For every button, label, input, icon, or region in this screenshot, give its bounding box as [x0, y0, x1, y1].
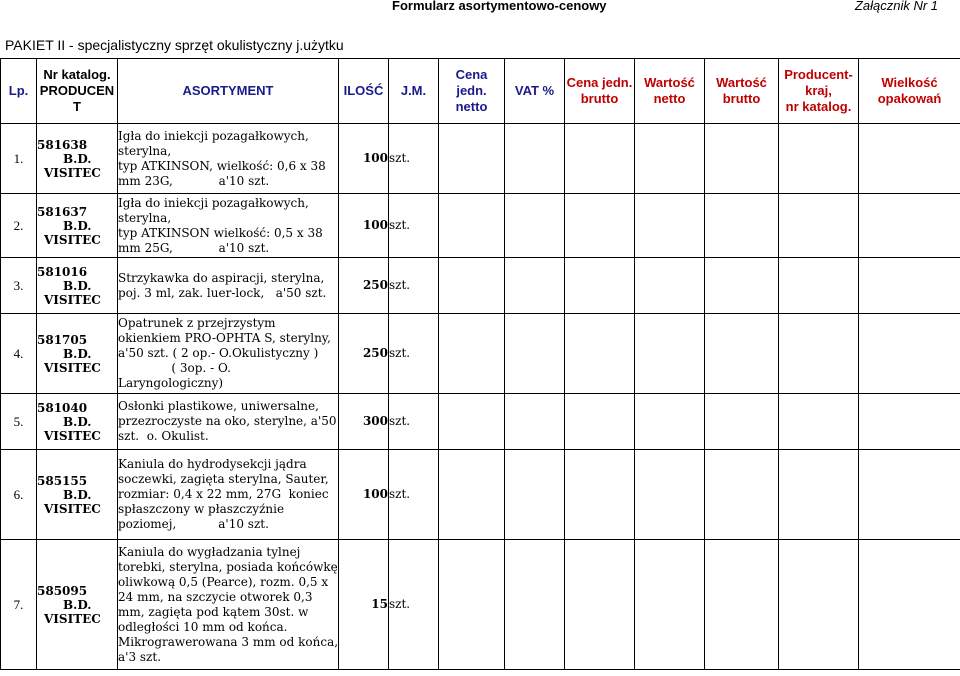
quantity-cell: 100	[339, 124, 389, 194]
unit-cell: szt.	[389, 258, 439, 314]
header-package-size	[859, 59, 960, 124]
producer-cell[interactable]	[779, 450, 859, 540]
assortment-description	[118, 258, 339, 314]
form-title: Formularz asortymentowo-cenowy	[392, 0, 607, 13]
header-gross-value-line: Wartość	[716, 75, 767, 90]
net-value-cell[interactable]	[635, 540, 705, 670]
table-row	[1, 124, 960, 194]
vat-cell[interactable]	[505, 124, 565, 194]
catalog-code-cell	[37, 394, 118, 450]
quantity-cell: 15	[339, 540, 389, 670]
package-title: PAKIET II - specjalistyczny sprzęt okulistyczny j.użytku	[5, 37, 344, 53]
row-number: 4.	[1, 314, 37, 394]
net-price-cell[interactable]	[439, 450, 505, 540]
header-catalog-line: PRODUCEN	[39, 83, 115, 98]
package-size-cell[interactable]	[859, 540, 960, 670]
description-line: odległości 10 mm od końca.	[118, 619, 288, 634]
header-unit: J.M.	[389, 59, 439, 124]
net-value-cell[interactable]	[635, 124, 705, 194]
header-vat: VAT %	[505, 59, 565, 124]
catalog-code-line: VISITEC	[44, 360, 101, 375]
vat-cell[interactable]	[505, 450, 565, 540]
description-line: oliwkową 0,5 (Pearce), rozm. 0,5 x	[118, 574, 329, 589]
table-row	[1, 194, 960, 258]
catalog-code-line: B.D.	[63, 151, 92, 166]
description-line: Igła do iniekcji pozagałkowych,	[118, 195, 309, 210]
description-line: Mikrograwerowana 3 mm od końca,	[118, 634, 339, 649]
net-value-cell[interactable]	[635, 314, 705, 394]
net-price-cell[interactable]	[439, 314, 505, 394]
description-line: poj. 3 ml, zak. luer-lock, a'50 szt.	[118, 285, 327, 300]
header-gross-price-line: brutto	[580, 91, 619, 106]
producer-cell[interactable]	[779, 194, 859, 258]
description-line: typ ATKINSON wielkość: 0,5 x 38	[118, 225, 323, 240]
vat-cell[interactable]	[505, 314, 565, 394]
header-net-price-line: netto	[455, 99, 488, 114]
producer-cell[interactable]	[779, 314, 859, 394]
description-line: mm 25G, a'10 szt.	[118, 240, 270, 255]
gross-price-cell[interactable]	[565, 194, 635, 258]
header-assortment: ASORTYMENT	[118, 59, 339, 124]
net-value-cell[interactable]	[635, 394, 705, 450]
assortment-description	[118, 124, 339, 194]
header-catalog-line: T	[73, 99, 81, 114]
quantity-cell: 300	[339, 394, 389, 450]
header-producer	[779, 59, 859, 124]
producer-cell[interactable]	[779, 394, 859, 450]
description-line: Strzykawka do aspiracji, sterylna,	[118, 270, 325, 285]
unit-cell: szt.	[389, 394, 439, 450]
table-row	[1, 540, 960, 670]
assortment-description	[118, 314, 339, 394]
producer-cell[interactable]	[779, 540, 859, 670]
description-line: poziomej, a'10 szt.	[118, 517, 269, 531]
catalog-code-line: B.D.	[63, 278, 92, 293]
table-row	[1, 258, 960, 314]
net-price-cell[interactable]	[439, 194, 505, 258]
header-lp: Lp.	[1, 59, 37, 124]
gross-price-cell[interactable]	[565, 314, 635, 394]
header-net-price	[439, 59, 505, 124]
description-line: Kaniula do wygładzania tylnej	[118, 544, 301, 559]
description-line: Laryngologiczny)	[118, 376, 224, 390]
vat-cell[interactable]	[505, 194, 565, 258]
catalog-code-line: 581638	[37, 137, 88, 152]
package-size-cell[interactable]	[859, 258, 960, 314]
unit-cell: szt.	[389, 450, 439, 540]
table-body	[1, 124, 960, 670]
catalog-code-line: 585095	[37, 583, 88, 598]
header-gross-value-line: brutto	[722, 91, 761, 106]
producer-cell[interactable]	[779, 258, 859, 314]
table-header-row	[1, 59, 960, 124]
catalog-code-line: VISITEC	[44, 165, 101, 180]
row-number: 1.	[1, 124, 37, 194]
header-producer-line: nr katalog.	[785, 99, 852, 114]
catalog-code-line: 585155	[37, 473, 88, 488]
header-package-size-line: Wielkość	[881, 75, 938, 90]
catalog-code-line: VISITEC	[44, 611, 101, 626]
description-line: soczewki, zagięta sterylna, Sauter,	[118, 472, 329, 486]
gross-value-cell[interactable]	[705, 194, 779, 258]
unit-cell: szt.	[389, 124, 439, 194]
header-gross-price	[565, 59, 635, 124]
catalog-code-line: B.D.	[63, 487, 92, 502]
catalog-code-line: VISITEC	[44, 428, 101, 443]
description-line: typ ATKINSON, wielkość: 0,6 x 38	[118, 158, 326, 173]
row-number: 3.	[1, 258, 37, 314]
description-line: szt. o. Okulist.	[118, 429, 209, 443]
table-row	[1, 394, 960, 450]
description-line: Igła do iniekcji pozagałkowych,	[118, 128, 309, 143]
header-net-value-line: Wartość	[644, 75, 695, 90]
assortment-description	[118, 394, 339, 450]
vat-cell[interactable]	[505, 540, 565, 670]
unit-cell: szt.	[389, 314, 439, 394]
net-value-cell[interactable]	[635, 450, 705, 540]
net-price-cell[interactable]	[439, 258, 505, 314]
catalog-code-line: 581637	[37, 204, 88, 219]
header-net-price-line: Cena jedn.	[455, 67, 488, 98]
catalog-code-cell	[37, 450, 118, 540]
header-net-value-line: netto	[653, 91, 686, 106]
description-line: a'50 szt. ( 2 op.- O.Okulistyczny )	[118, 346, 319, 360]
assortment-description	[118, 450, 339, 540]
description-line: okienkiem PRO-OPHTA S, sterylny,	[118, 331, 331, 345]
unit-cell: szt.	[389, 540, 439, 670]
header-gross-value	[705, 59, 779, 124]
gross-value-cell[interactable]	[705, 450, 779, 540]
catalog-code-line: B.D.	[63, 414, 92, 429]
package-size-cell[interactable]	[859, 194, 960, 258]
description-line: Osłonki plastikowe, uniwersalne,	[118, 399, 319, 413]
description-line: ( 3op. - O.	[118, 361, 231, 375]
table-row	[1, 450, 960, 540]
catalog-code-cell	[37, 124, 118, 194]
description-line: mm 23G, a'10 szt.	[118, 173, 270, 188]
net-value-cell[interactable]	[635, 194, 705, 258]
catalog-code-cell	[37, 314, 118, 394]
gross-value-cell[interactable]	[705, 314, 779, 394]
gross-price-cell[interactable]	[565, 124, 635, 194]
gross-price-cell[interactable]	[565, 450, 635, 540]
gross-value-cell[interactable]	[705, 258, 779, 314]
gross-value-cell[interactable]	[705, 394, 779, 450]
gross-price-cell[interactable]	[565, 258, 635, 314]
net-price-cell[interactable]	[439, 540, 505, 670]
description-line: a'3 szt.	[118, 649, 162, 664]
header-producer-line: Producent-	[784, 67, 853, 82]
gross-value-cell[interactable]	[705, 540, 779, 670]
row-number: 6.	[1, 450, 37, 540]
table-row	[1, 314, 960, 394]
gross-price-cell[interactable]	[565, 394, 635, 450]
description-line: 24 mm, na szczycie otworek 0,3	[118, 589, 313, 604]
catalog-code-line: B.D.	[63, 346, 92, 361]
header-gross-price-line: Cena jedn.	[566, 75, 633, 90]
net-value-cell[interactable]	[635, 258, 705, 314]
description-line: sterylna,	[118, 143, 172, 158]
header-catalog-line: Nr katalog.	[43, 67, 111, 82]
catalog-code-line: 581705	[37, 332, 88, 347]
description-line: mm, zagięta pod kątem 30st. w	[118, 604, 309, 619]
catalog-code-line: 581040	[37, 400, 88, 415]
row-number: 5.	[1, 394, 37, 450]
catalog-code-line: 581016	[37, 264, 88, 279]
description-line: sterylna,	[118, 210, 172, 225]
quantity-cell: 250	[339, 258, 389, 314]
unit-cell: szt.	[389, 194, 439, 258]
package-size-cell[interactable]	[859, 450, 960, 540]
catalog-code-line: VISITEC	[44, 232, 101, 247]
catalog-code-line: B.D.	[63, 597, 92, 612]
vat-cell[interactable]	[505, 258, 565, 314]
description-line: torebki, sterylna, posiada końcówkę	[118, 559, 338, 574]
package-size-cell[interactable]	[859, 314, 960, 394]
header-package-size-line: opakowań	[877, 91, 942, 106]
catalog-code-line: VISITEC	[44, 501, 101, 516]
description-line: przezroczyste na oko, sterylne, a'50	[118, 414, 337, 428]
header-net-value	[635, 59, 705, 124]
attachment-label: Załącznik Nr 1	[854, 0, 938, 13]
catalog-code-cell	[37, 258, 118, 314]
producer-cell[interactable]	[779, 124, 859, 194]
description-line: Kaniula do hydrodysekcji jądra	[118, 457, 307, 471]
description-line: rozmiar: 0,4 x 22 mm, 27G koniec	[118, 487, 329, 501]
row-number: 2.	[1, 194, 37, 258]
catalog-code-cell	[37, 194, 118, 258]
vat-cell[interactable]	[505, 394, 565, 450]
quantity-cell: 250	[339, 314, 389, 394]
gross-price-cell[interactable]	[565, 540, 635, 670]
catalog-code-line: B.D.	[63, 218, 92, 233]
row-number: 7.	[1, 540, 37, 670]
package-size-cell[interactable]	[859, 124, 960, 194]
assortment-description	[118, 540, 339, 670]
description-line: spłaszczony w płaszczyźnie	[118, 502, 285, 516]
catalog-code-line: VISITEC	[44, 292, 101, 307]
assortment-table	[0, 58, 960, 670]
header-quantity: ILOŚĆ	[339, 59, 389, 124]
header-producer-line: kraj,	[805, 83, 832, 98]
description-line: Opatrunek z przejrzystym	[118, 316, 276, 330]
net-price-cell[interactable]	[439, 124, 505, 194]
catalog-code-cell	[37, 540, 118, 670]
gross-value-cell[interactable]	[705, 124, 779, 194]
quantity-cell: 100	[339, 194, 389, 258]
header-catalog	[37, 59, 118, 124]
net-price-cell[interactable]	[439, 394, 505, 450]
assortment-description	[118, 194, 339, 258]
package-size-cell[interactable]	[859, 394, 960, 450]
quantity-cell: 100	[339, 450, 389, 540]
